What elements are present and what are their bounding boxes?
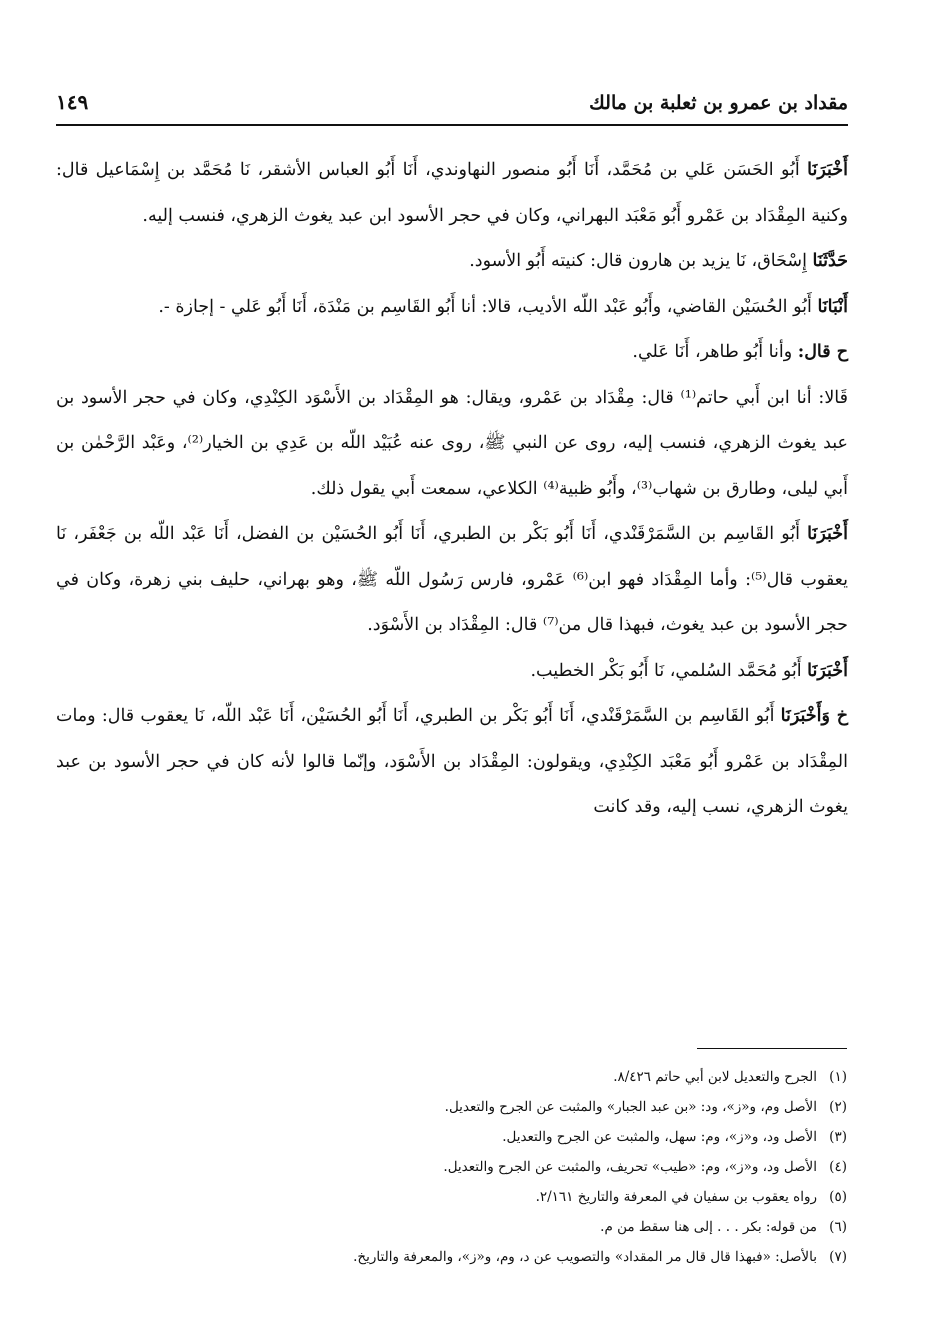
- footnote-text: الأصل ود، و«ز»، وم: سهل، والمثبت عن الجرح والتعديل.: [502, 1129, 817, 1145]
- footnote-number: (٣): [829, 1129, 847, 1145]
- paragraph-lead: أَخْبَرَنَا: [807, 660, 848, 681]
- paragraph-text: أَبُو القَاسِم بن السَّمَرْقَنْدي، أَنَا أَبُو بَكْر بن الطبري، أَنَا أَبُو الحُسَيْن بن الفضل، أَنَا عَبْد اللّه بن جَعْفَر، نَا يعقوب قال⁽⁵⁾: وأما المِقْدَاد فهو ابن⁽⁶⁾ عَمْرو، فارس رَسُول اللّه ﷺ، وهو بهراني، حليف بني زهرة، وكان في حجر الأسود بن عبد يغوث، فبهذا قال من⁽⁷⁾ قال: المِقْدَاد بن الأَسْوَد.: [56, 524, 848, 635]
- footnote-text: بالأصل: «فبهذا قال قال مر المقداد» والتصويب عن د، وم، و«ز»، والمعرفة والتاريخ.: [353, 1249, 817, 1265]
- paragraph-text: أَبُو الحُسَيْن القاضي، وأَبُو عَبْد اللّه الأديب، قالا: أنا أَبُو القَاسِم بن مَنْدَة، أَنَا أَبُو عَلي - إجازة -.: [158, 296, 818, 317]
- paragraph-text: قَالا: أنا ابن أَبي حاتم⁽¹⁾ قال: مِقْدَاد بن عَمْرو، ويقال: هو المِقْدَاد بن الأَسْوَد الكِنْدِي، وكان في حجر الأسود بن عبد يغوث الزهري، فنسب إليه، روى عن النبي ﷺ، روى عنه عُبَيْد اللّه بن عَدِي بن الخيار⁽²⁾، وعَبْد الرَّحْمٰن بن أَبي ليلى، وطارق بن شهاب⁽³⁾، وأَبُو ظبية⁽⁴⁾ الكلاعي، سمعت أَبي يقول ذلك.: [56, 387, 849, 499]
- page-header: [56, 88, 848, 124]
- footnote-text: الجرح والتعديل لابن أبي حاتم ٨/٤٢٦.: [613, 1069, 817, 1085]
- footnote: [107, 1092, 847, 1122]
- paragraph-lead: أَخْبَرَنَا: [807, 524, 848, 544]
- footnote-number: (٧): [829, 1249, 847, 1265]
- footnote: [107, 1152, 847, 1182]
- paragraph-text: وأنا أَبُو طاهر، أَنَا عَلي.: [632, 342, 798, 362]
- footnote-text: رواه يعقوب بن سفيان في المعرفة والتاريخ ٢/١٦١.: [535, 1189, 817, 1205]
- footnote: [107, 1212, 847, 1242]
- running-title: مقداد بن عمرو بن ثعلبة بن مالك: [589, 92, 848, 114]
- footnote: [107, 1182, 847, 1212]
- paragraph: [56, 649, 848, 695]
- paragraph-lead: أَنْبَانَا: [817, 296, 848, 317]
- footnote-number: (١): [829, 1069, 847, 1085]
- main-text: [56, 148, 848, 831]
- footnote: [107, 1242, 847, 1272]
- footnote: [107, 1062, 847, 1092]
- paragraph: [56, 239, 848, 285]
- footnote-rule: [697, 1048, 847, 1049]
- paragraph-lead: حَدَّثَنَا: [812, 251, 848, 271]
- header-rule: [56, 124, 848, 126]
- paragraph-text: أَبُو مُحَمَّد السُلمي، نَا أَبُو بَكْر الخطيب.: [530, 660, 808, 681]
- paragraph: [56, 694, 848, 831]
- footnote-text: الأصل ود، و«ز»، وم: «طيب» تحريف، والمثبت عن الجرح والتعديل.: [443, 1159, 817, 1175]
- footnote: [107, 1122, 847, 1152]
- footnote-number: (٢): [829, 1099, 847, 1115]
- paragraph: [56, 148, 848, 239]
- paragraph-text: إِسْحَاق، نَا يزيد بن هارون قال: كنيته أَبُو الأسود.: [469, 251, 813, 271]
- footnote-number: (٥): [829, 1189, 847, 1205]
- paragraph: [56, 330, 848, 376]
- paragraph-lead: أَخْبَرَنَا: [807, 160, 848, 180]
- footnote-text: من قوله: بكر . . . إلى هنا سقط من م.: [600, 1219, 817, 1235]
- paragraph-lead: خ وَأَخْبَرَنَا: [780, 706, 848, 726]
- paragraph-text: أَبُو الحَسَن عَلي بن مُحَمَّد، أَنَا أَبُو منصور النهاوندي، أَنَا أَبُو العباس الأشقر، نَا مُحَمَّد بن إِسْمَاعيل قال: وكنية المِقْدَاد بن عَمْرو أَبُو مَعْبَد البهراني، وكان في حجر الأسود ابن عبد يغوث الزهري، فنسب إليه.: [56, 160, 848, 226]
- paragraph-text: أَبُو القَاسِم بن السَّمَرْقَنْدي، أَنَا أَبُو بَكْر بن الطبري، أَنَا أَبُو الحُسَيْن، أَنَا عَبْد اللّه، نَا يعقوب قال: ومات المِقْدَاد بن عَمْرو أَبُو مَعْبَد الكِنْدِي، ويقولون: المِقْدَاد بن الأَسْوَد، وإنّما قالوا لأنه كان في حجر الأسود بن عبد يغوث الزهري، نسب إليه، وقد كانت: [56, 706, 848, 817]
- footnote-number: (٦): [829, 1219, 847, 1235]
- paragraph: [56, 512, 848, 649]
- paragraph: [56, 376, 848, 513]
- footnotes: [107, 1062, 847, 1272]
- page-number: ١٤٩: [56, 90, 89, 114]
- paragraph-lead: ح قال:: [797, 342, 848, 362]
- footnote-text: الأصل وم، و«ز»، ود: «بن عبد الجبار» والمثبت عن الجرح والتعديل.: [444, 1099, 817, 1115]
- paragraph: [56, 285, 848, 331]
- footnote-number: (٤): [829, 1159, 847, 1175]
